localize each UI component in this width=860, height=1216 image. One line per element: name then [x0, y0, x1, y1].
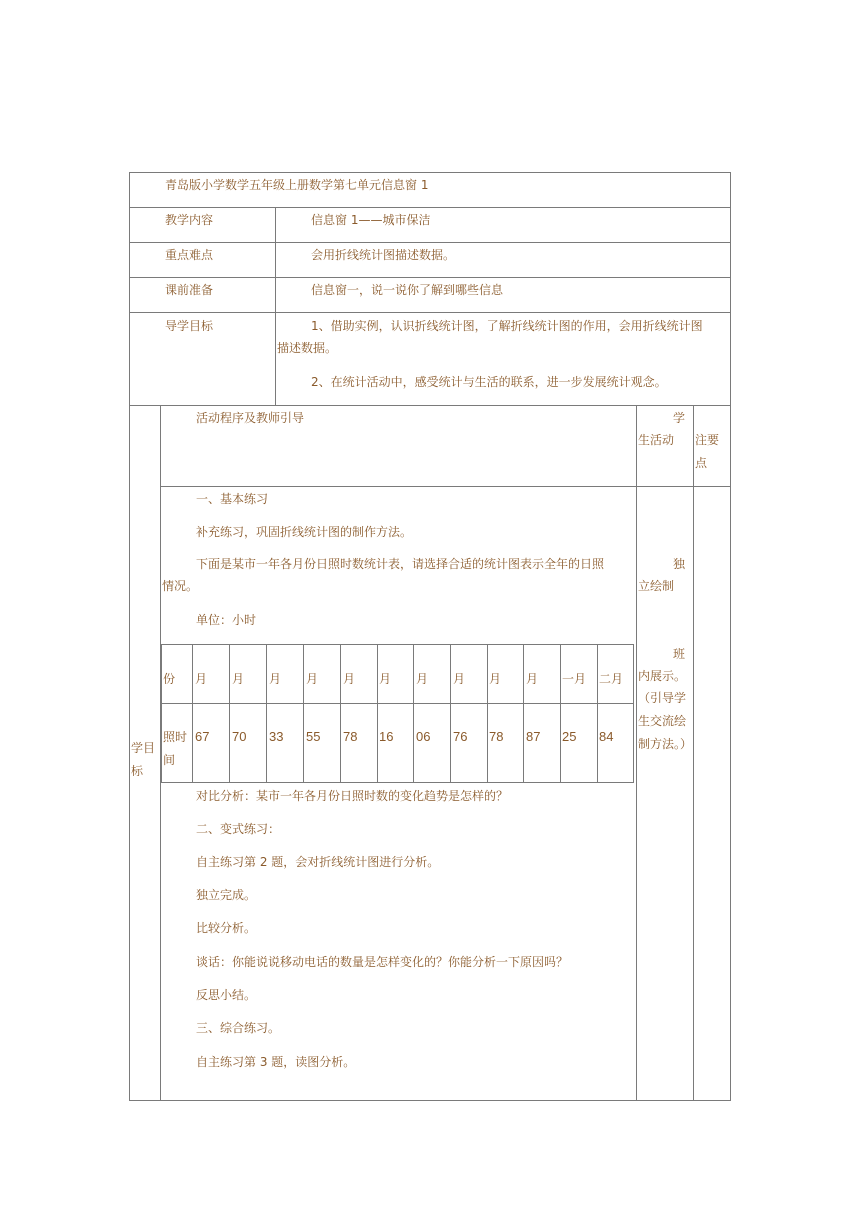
table-border [560, 644, 561, 783]
table-border [693, 405, 694, 1101]
paragraph-1: 补充练习，巩固折线统计图的制作方法。 [196, 525, 413, 539]
table-border [523, 644, 524, 783]
paragraph-8: 自主练习第 3 题，读图分析。 [196, 1055, 356, 1069]
comparison-analysis: 对比分析：某市一年各月份日照时数的变化趋势是怎样的？ [196, 789, 509, 803]
table-border [129, 312, 731, 313]
section-2-heading: 二、变式练习： [196, 822, 281, 836]
row-label-objectives: 导学目标 [165, 319, 214, 333]
table-border [275, 207, 276, 406]
table-border [192, 644, 193, 783]
unit-label: 单位：小时 [196, 613, 257, 627]
objective-1-line2: 描述数据。 [277, 341, 338, 355]
table-border [597, 644, 598, 783]
table-cell: 55 [306, 729, 321, 744]
table-cell: 87 [526, 729, 541, 744]
table-border [340, 644, 341, 783]
student-activity-b1: 班 [673, 647, 686, 661]
table-border [450, 644, 451, 783]
table-border [129, 242, 731, 243]
table-cell: 67 [195, 729, 210, 744]
table-cell: 16 [379, 729, 394, 744]
table-cell: 84 [599, 729, 614, 744]
table-border [730, 172, 731, 1101]
objective-2: 2、在统计活动中，感受统计与生活的联系，进一步发展统计观念。 [311, 375, 667, 389]
table-border [487, 644, 488, 783]
table-border [161, 782, 634, 783]
table-border [636, 405, 637, 1101]
notes-header-line2: 点 [695, 456, 708, 470]
row-label-line2: 间 [163, 753, 176, 767]
table-border [266, 644, 267, 783]
row-label-line1: 照时 [163, 730, 188, 744]
student-header-line2: 生活动 [638, 433, 675, 447]
objective-1-line1: 1、借助实例，认识折线统计图，了解折线统计图的作用，会用折线统计图 [311, 319, 703, 333]
table-border [129, 172, 731, 173]
table-border [633, 644, 634, 783]
table-cell: 06 [416, 729, 431, 744]
student-activity-b5: 制方法。） [638, 737, 693, 751]
table-header-cell: 月 [269, 672, 282, 686]
paragraph-7: 反思小结。 [196, 988, 257, 1002]
table-border [161, 703, 634, 704]
table-header-cell: 月 [306, 672, 319, 686]
row-value-preparation: 信息窗一，说一说你了解到哪些信息 [311, 283, 504, 297]
paragraph-2-line1: 下面是某市一年各月份日照时数统计表，请选择合适的统计图表示全年的日照 [196, 557, 605, 571]
table-header-cell: 月 [416, 672, 429, 686]
table-border [160, 486, 731, 487]
table-header-cell: 一月 [562, 672, 587, 686]
row-label-difficulty: 重点难点 [165, 248, 214, 262]
table-border [161, 644, 162, 783]
table-header-cell: 月 [195, 672, 208, 686]
student-activity-b4: 生交流绘 [638, 714, 687, 728]
table-cell: 78 [343, 729, 358, 744]
table-border [129, 1100, 731, 1101]
table-cell: 25 [562, 729, 577, 744]
table-border [129, 172, 130, 1101]
paragraph-5: 比较分析。 [196, 921, 257, 935]
table-header-cell: 月 [526, 672, 539, 686]
table-header-cell: 月 [232, 672, 245, 686]
section-3-heading: 三、综合练习。 [196, 1021, 281, 1035]
student-activity-a2: 立绘制 [638, 579, 675, 593]
table-header-cell: 份 [163, 672, 176, 686]
table-header-cell: 月 [379, 672, 392, 686]
paragraph-6: 谈话：你能说说移动电话的数量是怎样变化的？你能分析一下原因吗？ [196, 955, 569, 969]
table-border [129, 405, 731, 406]
student-activity-b3: （引导学 [638, 691, 687, 705]
table-header-cell: 月 [453, 672, 466, 686]
row-label-preparation: 课前准备 [165, 283, 214, 297]
table-header-cell: 二月 [599, 672, 624, 686]
paragraph-2-line2: 情况。 [162, 579, 199, 593]
paragraph-3: 自主练习第 2 题，会对折线统计图进行分析。 [196, 855, 440, 869]
table-border [377, 644, 378, 783]
table-cell: 33 [269, 729, 284, 744]
row-label-content: 教学内容 [165, 213, 214, 227]
paragraph-4: 独立完成。 [196, 888, 257, 902]
section-1-heading: 一、基本练习 [196, 492, 269, 506]
table-border [229, 644, 230, 783]
table-header-cell: 月 [489, 672, 502, 686]
table-header-cell: 月 [343, 672, 356, 686]
table-border [303, 644, 304, 783]
table-border [413, 644, 414, 783]
table-border [161, 644, 634, 645]
student-header-line1: 学 [673, 411, 686, 425]
student-activity-b2: 内展示。 [638, 669, 687, 683]
table-border [129, 207, 731, 208]
document-title: 青岛版小学数学五年级上册数学第七单元信息窗 1 [165, 178, 429, 192]
table-border [129, 277, 731, 278]
row-value-difficulty: 会用折线统计图描述数据。 [311, 248, 456, 262]
table-cell: 76 [453, 729, 468, 744]
row-value-content: 信息窗 1——城市保洁 [311, 213, 431, 227]
notes-header-line1: 注要 [695, 433, 720, 447]
side-label-line1: 学目 [131, 741, 156, 755]
program-header: 活动程序及教师引导 [196, 411, 305, 425]
table-cell: 78 [489, 729, 504, 744]
student-activity-a1: 独 [673, 557, 686, 571]
table-cell: 70 [232, 729, 247, 744]
side-label-line2: 标 [131, 764, 144, 778]
